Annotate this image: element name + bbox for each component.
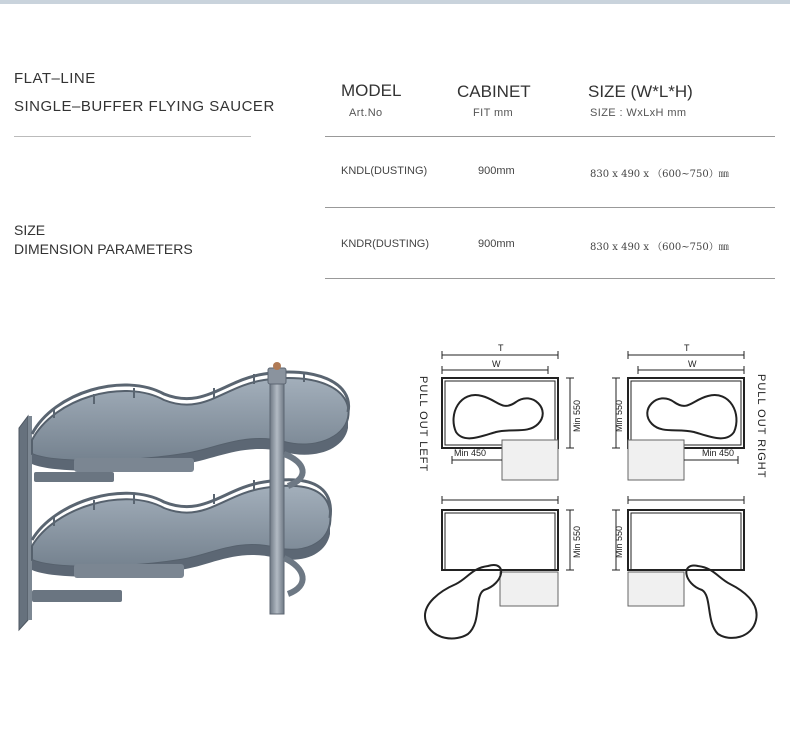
size-label: SIZE: [14, 222, 46, 238]
title-divider: [14, 136, 251, 137]
row1-size: 830 x 490 x （600~750）㎜: [590, 169, 729, 180]
top-left-w-label: W: [492, 359, 501, 369]
top-right-min450: Min 450: [702, 448, 735, 458]
pull-out-left-label: PULL OUT LEFT: [417, 376, 429, 473]
top-left-min550: Min 550: [572, 399, 582, 432]
table-rule-bottom: [325, 278, 775, 279]
product-name-title: SINGLE–BUFFER FLYING SAUCER: [14, 98, 275, 115]
row1-model: KNDL(DUSTING): [341, 165, 428, 177]
product-image-corner-basket: [14, 358, 374, 658]
top-right-t-label: T: [684, 343, 690, 353]
row2-model: KNDR(DUSTING): [341, 238, 429, 250]
top-left-min450: Min 450: [454, 448, 487, 458]
top-accent-bar: [0, 0, 790, 4]
table-rule-header: [325, 136, 775, 137]
top-right-min550: Min 550: [614, 399, 624, 432]
header-cabinet: CABINET: [457, 82, 531, 101]
top-right-w-label: W: [688, 359, 697, 369]
bottom-right-min550: Min 550: [614, 525, 624, 558]
header-size-sub: SIZE : WxLxH mm: [590, 107, 687, 119]
row2-size: 830 x 490 x （600~750）㎜: [590, 242, 729, 253]
table-rule-row1: [325, 207, 775, 208]
lower-shelf: [32, 480, 330, 602]
installation-diagrams: [412, 340, 782, 650]
row1-cabinet: 900mm: [478, 165, 515, 177]
header-cabinet-sub: FIT mm: [473, 107, 514, 119]
bottom-left-min550: Min 550: [572, 525, 582, 558]
row2-cabinet: 900mm: [478, 238, 515, 250]
pull-out-right-label: PULL OUT RIGHT: [755, 374, 767, 479]
header-model: MODEL: [341, 81, 402, 100]
dimension-parameters-label: DIMENSION PARAMETERS: [14, 241, 193, 257]
header-model-sub: Art.No: [349, 107, 383, 119]
product-line-title: FLAT–LINE: [14, 70, 96, 87]
header-size: SIZE (W*L*H): [588, 82, 693, 101]
top-left-t-label: T: [498, 343, 504, 353]
